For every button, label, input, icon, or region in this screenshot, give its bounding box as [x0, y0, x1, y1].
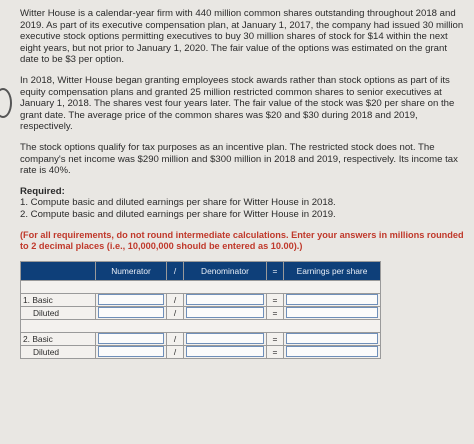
binder-ring-icon — [0, 88, 12, 118]
denominator-input[interactable] — [186, 333, 264, 344]
group-number: 1. — [23, 294, 30, 305]
row-name: Diluted — [33, 346, 60, 357]
row-label — [21, 345, 96, 358]
equals-sign: = — [267, 345, 284, 358]
rounding-note: (For all requirements, do not round intermediate calculations. Enter your answers in millions rounded to 2 decimal places (i.e., 10,000,000 should be entered as 10.00).) — [20, 229, 464, 251]
required-item-1: 1. Compute basic and diluted earnings per share for Witter House in 2018. — [20, 197, 336, 209]
required-item-2: 2. Compute basic and diluted earnings per share for Witter House in 2019. — [20, 208, 336, 220]
table-row — [21, 293, 381, 306]
table-row — [21, 332, 381, 345]
problem-paragraph-3: The stock options qualify for tax purposes as an incentive plan. The restricted stock does not. The company's net income was $290 million and $300 million in 2018 and 2019, respectively. Its income tax rate is 40%. — [20, 141, 458, 177]
divide-sign: / — [167, 345, 184, 358]
spacer-row — [21, 280, 381, 293]
eps-cell[interactable] — [284, 293, 381, 306]
row-label — [21, 293, 96, 306]
equals-sign: = — [267, 332, 284, 345]
row-name: Basic — [32, 294, 53, 305]
eps-input[interactable] — [286, 294, 378, 305]
denominator-input[interactable] — [186, 346, 264, 357]
header-equals: = — [267, 261, 284, 280]
divide-sign: / — [167, 332, 184, 345]
numerator-cell[interactable] — [96, 332, 167, 345]
denominator-input[interactable] — [186, 294, 264, 305]
divide-sign: / — [167, 306, 184, 319]
required-section — [20, 186, 464, 221]
divide-sign: / — [167, 293, 184, 306]
denominator-cell[interactable] — [184, 345, 267, 358]
table-row — [21, 306, 381, 319]
denominator-cell[interactable] — [184, 306, 267, 319]
header-eps: Earnings per share — [284, 261, 381, 280]
spacer-row — [21, 319, 381, 332]
equals-sign: = — [267, 293, 284, 306]
problem-paragraph-1: Witter House is a calendar-year firm with 440 million common shares outstanding throughout 2018 and 2019. As part of its executive compensation plan, at January 1, 2017, the company had issued 30 million executive stock options permitting executives to buy 30 million shares of stock for $14 within the next eight years, but not prior to January 1, 2020. The fair value of the options was estimated on the grant date to be $3 per option. — [20, 8, 464, 66]
table-header-row — [21, 261, 381, 280]
eps-answer-table — [20, 261, 381, 359]
eps-cell[interactable] — [284, 345, 381, 358]
row-name: Basic — [32, 333, 53, 344]
problem-paragraph-2: In 2018, Witter House began granting employees stock awards rather than stock options as part of its equity compensation plans and granted 25 million restricted common shares to senior executives at January 1, 2018. The shares vest four years later. The fair value of the stock was $20 per share on the grant date. The average price of the common shares was $20 and $30 during 2018 and 2019, respectively. — [20, 74, 455, 133]
numerator-cell[interactable] — [96, 293, 167, 306]
header-blank — [21, 261, 96, 280]
header-divide: / — [167, 261, 184, 280]
table-row — [21, 345, 381, 358]
required-title: Required: — [20, 185, 65, 197]
group-number: 2. — [23, 333, 30, 344]
row-label — [21, 306, 96, 319]
numerator-input[interactable] — [98, 346, 164, 357]
denominator-cell[interactable] — [184, 293, 267, 306]
numerator-input[interactable] — [98, 294, 164, 305]
eps-input[interactable] — [286, 333, 378, 344]
eps-input[interactable] — [286, 346, 378, 357]
numerator-cell[interactable] — [96, 306, 167, 319]
numerator-cell[interactable] — [96, 345, 167, 358]
numerator-input[interactable] — [98, 333, 164, 344]
row-name: Diluted — [33, 307, 60, 318]
eps-input[interactable] — [286, 307, 378, 318]
denominator-cell[interactable] — [184, 332, 267, 345]
header-numerator: Numerator — [96, 261, 167, 280]
eps-cell[interactable] — [284, 306, 381, 319]
equals-sign: = — [267, 306, 284, 319]
header-denominator: Denominator — [184, 261, 267, 280]
eps-cell[interactable] — [284, 332, 381, 345]
denominator-input[interactable] — [186, 307, 264, 318]
numerator-input[interactable] — [98, 307, 164, 318]
row-label — [21, 332, 96, 345]
